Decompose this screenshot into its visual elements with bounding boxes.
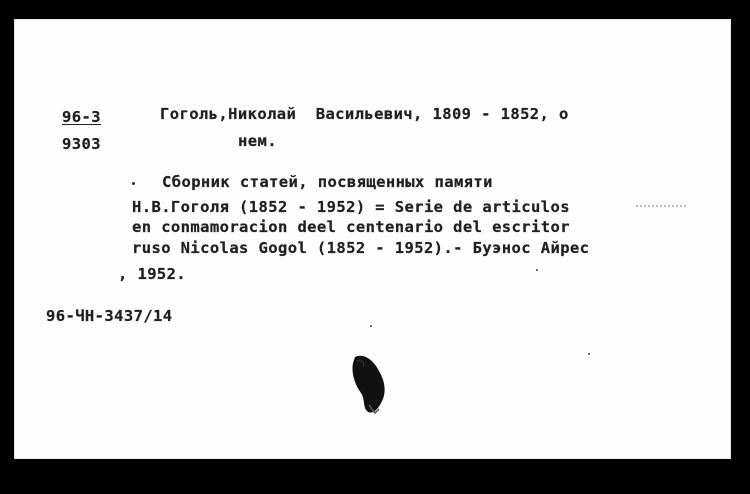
title-line-2: Н.В.Гоголя (1852 - 1952) = Serie de articulos: [132, 198, 570, 216]
speck: [370, 325, 372, 327]
publication-year-line: , 1952.: [118, 265, 187, 283]
title-line-4: ruso Nicolas Gogol (1852 - 1952).- Буэнос Айрес: [132, 239, 590, 257]
catalog-card: [14, 19, 731, 459]
speck: [588, 353, 590, 355]
title-line-1: Сборник статей, посвященных памяти: [162, 173, 493, 191]
accession-number: 96-ЧН-3437/14: [46, 307, 173, 325]
shelfmark-top: 96-3: [62, 108, 101, 126]
dotted-trail: [636, 205, 686, 207]
author-heading-continuation: нем.: [238, 132, 277, 150]
author-heading: Гоголь,Николай Васильевич, 1809 - 1852, о: [160, 105, 569, 123]
title-line-3: en conmamoracion deel centenario del escritor: [132, 218, 570, 236]
speck: [536, 269, 538, 271]
bullet-mark: [132, 182, 135, 185]
shelfmark-bottom: 9303: [62, 135, 101, 153]
ink-blot-icon: [349, 353, 395, 417]
